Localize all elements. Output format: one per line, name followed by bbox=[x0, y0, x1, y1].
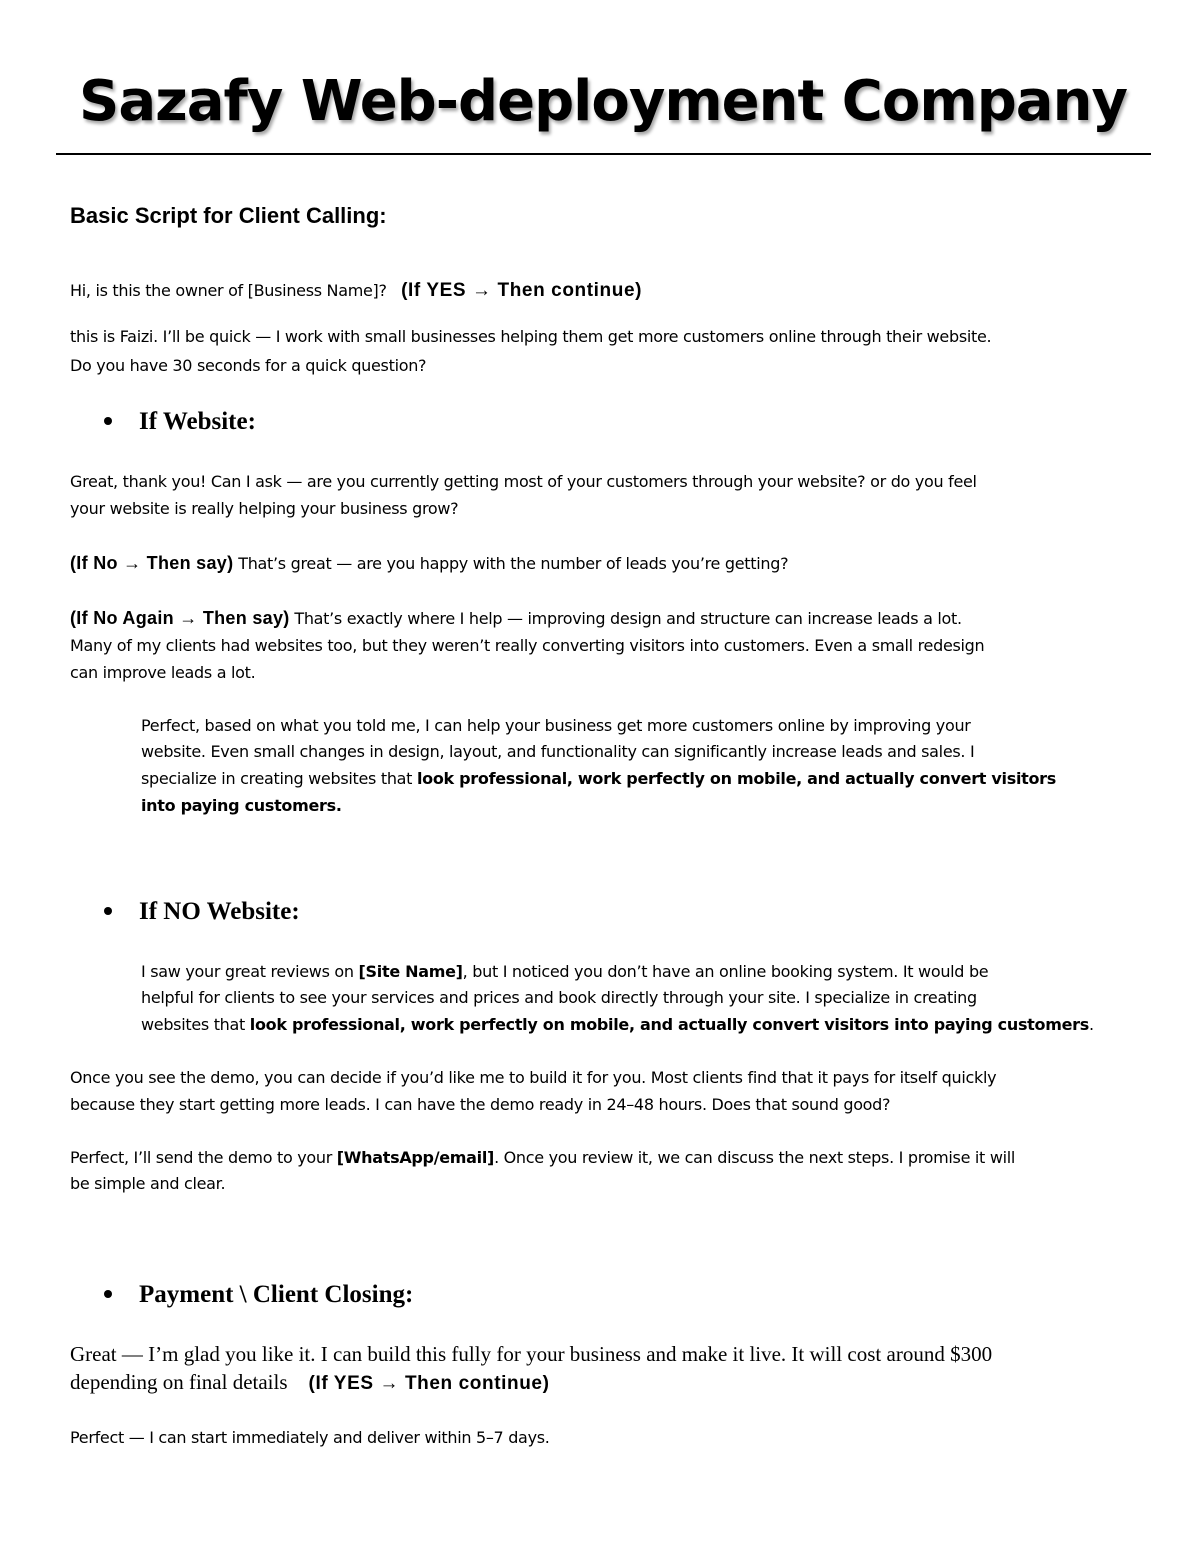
pitch-line-3 bbox=[141, 765, 1141, 792]
payment-line-2-text: depending on final details bbox=[70, 1370, 288, 1394]
demo-line-2: because they start getting more leads. I can have the demo ready in 24–48 hours. Does that sound good? bbox=[70, 1095, 891, 1114]
intro-question: Hi, is this the owner of [Business Name]? bbox=[70, 281, 387, 300]
final-line: Perfect — I can start immediately and deliver within 5–7 days. bbox=[70, 1428, 550, 1447]
if-no-again-line-3: can improve leads a lot. bbox=[70, 663, 256, 682]
send-demo-line-2: be simple and clear. bbox=[70, 1174, 226, 1193]
intro-line-1 bbox=[70, 277, 1140, 304]
send-demo-text: Perfect, I’ll send the demo to your bbox=[70, 1148, 332, 1167]
if-no-cue: (If No → Then say) bbox=[70, 553, 234, 573]
if-no-again-line-2: Many of my clients had websites too, but they weren’t really converting visitors into customers. Even a small redesign bbox=[70, 636, 985, 655]
payment-cue: (If YES → Then continue) bbox=[308, 1373, 550, 1394]
no-website-l3-period: . bbox=[1088, 1015, 1094, 1034]
payment-line-2 bbox=[70, 1368, 1150, 1398]
contact-placeholder: [WhatsApp/email] bbox=[336, 1148, 495, 1167]
send-demo-rest: . Once you review it, we can discuss the next steps. I promise it will bbox=[494, 1148, 1016, 1167]
pitch-line-4: into paying customers. bbox=[141, 796, 342, 815]
section-heading: Basic Script for Client Calling: bbox=[70, 203, 387, 228]
pitch-line-3-text: specialize in creating websites that bbox=[141, 769, 413, 788]
bullet-dot-icon bbox=[104, 417, 112, 425]
if-no-line bbox=[70, 550, 1140, 577]
no-website-line-3 bbox=[141, 1011, 1141, 1038]
no-website-line-2: helpful for clients to see your services and prices and book directly through your site. I specialize in creating bbox=[141, 988, 977, 1007]
if-no-website-heading: If NO Website: bbox=[139, 898, 300, 925]
bullet-dot-icon bbox=[104, 907, 112, 915]
bullet-if-website bbox=[104, 408, 256, 436]
no-website-l3-bold: look professional, work perfectly on mobile, and actually convert visitors into paying customers bbox=[249, 1015, 1089, 1034]
pitch-line-2: website. Even small changes in design, layout, and functionality can significantly increase leads and sales. I bbox=[141, 742, 975, 761]
page-title: Sazafy Web-deployment Company bbox=[79, 69, 1127, 134]
if-no-again-line-1 bbox=[70, 605, 1140, 632]
if-website-heading: If Website: bbox=[139, 408, 256, 435]
send-demo-line-1 bbox=[70, 1144, 1140, 1171]
title-divider bbox=[56, 153, 1151, 155]
if-no-again-text: That’s exactly where I help — improving design and structure can increase leads a lot. bbox=[294, 609, 962, 628]
if-no-text: That’s great — are you happy with the number of leads you’re getting? bbox=[238, 554, 789, 573]
payment-line-1: Great — I’m glad you like it. I can build this fully for your business and make it live. It will cost around $300 bbox=[70, 1342, 993, 1366]
pitch-line-3-bold: look professional, work perfectly on mobile, and actually convert visitors bbox=[416, 769, 1056, 788]
bullet-if-no-website bbox=[104, 898, 300, 926]
if-no-again-cue: (If No Again → Then say) bbox=[70, 608, 290, 628]
intro-cue: (If YES → Then continue) bbox=[401, 280, 643, 301]
site-name-placeholder: [Site Name] bbox=[358, 962, 463, 981]
intro-line-3: Do you have 30 seconds for a quick question? bbox=[70, 356, 427, 375]
no-website-l1-text: I saw your great reviews on bbox=[141, 962, 354, 981]
website-q1-line-2: your website is really helping your business grow? bbox=[70, 499, 459, 518]
bullet-payment bbox=[104, 1281, 413, 1309]
no-website-l1-rest: , but I noticed you don’t have an online booking system. It would be bbox=[462, 962, 989, 981]
no-website-l3-text: websites that bbox=[141, 1015, 245, 1034]
bullet-dot-icon bbox=[104, 1290, 112, 1298]
pitch-line-1: Perfect, based on what you told me, I can help your business get more customers online by improving your bbox=[141, 716, 971, 735]
no-website-line-1 bbox=[141, 958, 1141, 985]
intro-line-2: this is Faizi. I’ll be quick — I work with small businesses helping them get more customers online through their website. bbox=[70, 327, 992, 346]
website-q1-line-1: Great, thank you! Can I ask — are you currently getting most of your customers through your website? or do you feel bbox=[70, 472, 977, 491]
payment-heading: Payment \ Client Closing: bbox=[139, 1281, 414, 1308]
demo-line-1: Once you see the demo, you can decide if you’d like me to build it for you. Most clients find that it pays for itself quickly bbox=[70, 1068, 997, 1087]
